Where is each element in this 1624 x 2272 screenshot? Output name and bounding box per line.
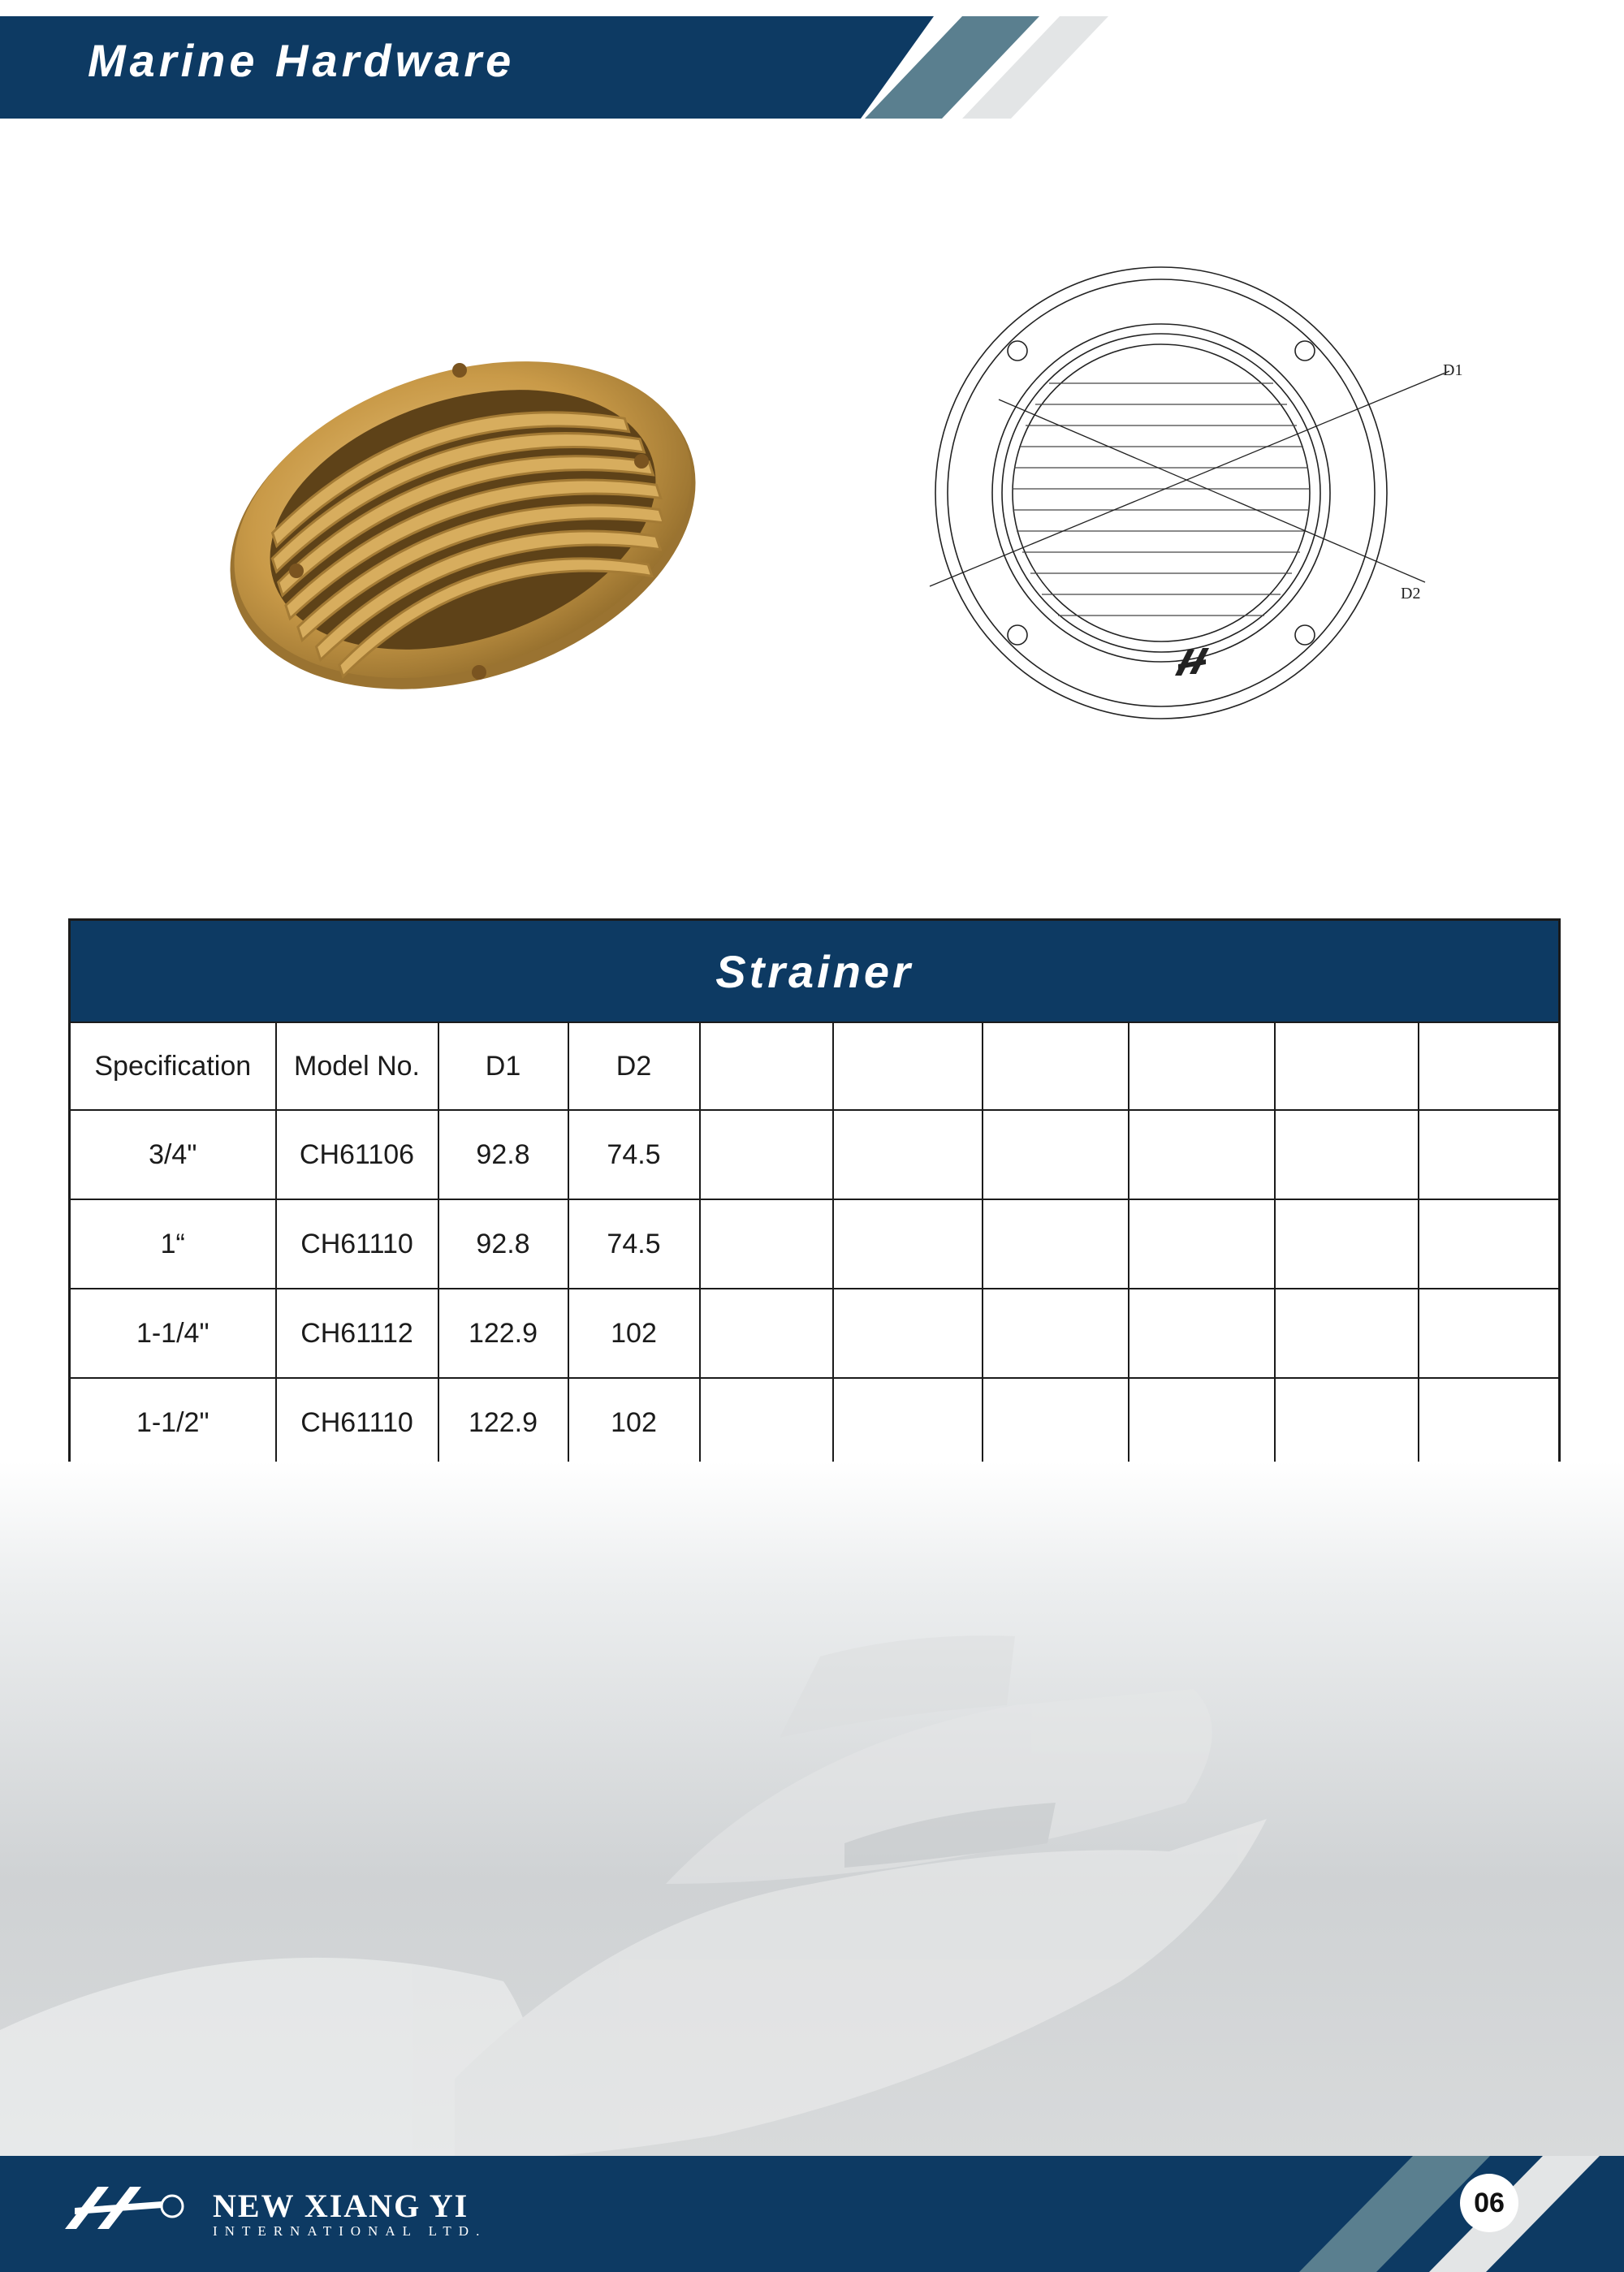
table-cell: 1-1/2" (70, 1378, 276, 1468)
table-cell (1419, 1199, 1560, 1289)
table-cell: 122.9 (438, 1289, 568, 1378)
page-title: Marine Hardware (88, 35, 516, 86)
table-cell (1275, 1378, 1419, 1468)
table-row (70, 1289, 1560, 1378)
table-cell: 3/4" (70, 1110, 276, 1199)
table-cell (1419, 1110, 1560, 1199)
table-cell: 102 (568, 1378, 700, 1468)
strainer-technical-drawing (922, 261, 1474, 732)
table-cell: 74.5 (568, 1110, 700, 1199)
drawing-label-d2: D2 (1401, 585, 1421, 603)
column-header: Model No. (276, 1022, 438, 1110)
column-header (1275, 1022, 1419, 1110)
column-header: D2 (568, 1022, 700, 1110)
table-cell (1419, 1378, 1560, 1468)
table-cell: 1“ (70, 1199, 276, 1289)
table-cell (983, 1110, 1129, 1199)
table-cell (833, 1199, 983, 1289)
table-cell (1419, 1289, 1560, 1378)
table-cell (1129, 1110, 1275, 1199)
table-cell: CH61110 (276, 1199, 438, 1289)
table-cell (1129, 1199, 1275, 1289)
table-cell (983, 1378, 1129, 1468)
table-cell (700, 1289, 833, 1378)
table-title: Strainer (70, 920, 1560, 1023)
table-cell (700, 1378, 833, 1468)
strainer-spec-table (68, 918, 1561, 1469)
column-header (983, 1022, 1129, 1110)
table-cell: 1-1/4" (70, 1289, 276, 1378)
table-cell: 122.9 (438, 1378, 568, 1468)
column-header: Specification (70, 1022, 276, 1110)
table-cell (833, 1110, 983, 1199)
page-number: 06 (1460, 2174, 1518, 2232)
table-cell (983, 1289, 1129, 1378)
company-name: NEW XIANG YI (213, 2188, 469, 2224)
table-cell: CH61110 (276, 1378, 438, 1468)
table-row (70, 1378, 1560, 1468)
table-row (70, 1199, 1560, 1289)
drawing-logo-mark (1175, 648, 1209, 676)
table-cell: 92.8 (438, 1199, 568, 1289)
table-row (70, 1110, 1560, 1199)
table-header-row (70, 1022, 1560, 1110)
table-cell (1275, 1110, 1419, 1199)
table-cell: 92.8 (438, 1110, 568, 1199)
column-header (700, 1022, 833, 1110)
table-cell (700, 1110, 833, 1199)
table-cell (1129, 1289, 1275, 1378)
table-cell (1275, 1199, 1419, 1289)
table-cell (833, 1378, 983, 1468)
column-header (833, 1022, 983, 1110)
column-header (1419, 1022, 1560, 1110)
table-cell (1275, 1289, 1419, 1378)
brass-strainer-photo (219, 339, 706, 713)
column-header: D1 (438, 1022, 568, 1110)
drawing-label-d1: D1 (1443, 361, 1463, 379)
table-cell (700, 1199, 833, 1289)
table-cell: CH61112 (276, 1289, 438, 1378)
yacht-sea-background (0, 1462, 1624, 2160)
table-cell (1129, 1378, 1275, 1468)
table-cell: CH61106 (276, 1110, 438, 1199)
table-cell: 102 (568, 1289, 700, 1378)
table-cell (983, 1199, 1129, 1289)
table-cell (833, 1289, 983, 1378)
company-subtitle: INTERNATIONAL LTD. (213, 2223, 487, 2239)
table-cell: 74.5 (568, 1199, 700, 1289)
column-header (1129, 1022, 1275, 1110)
